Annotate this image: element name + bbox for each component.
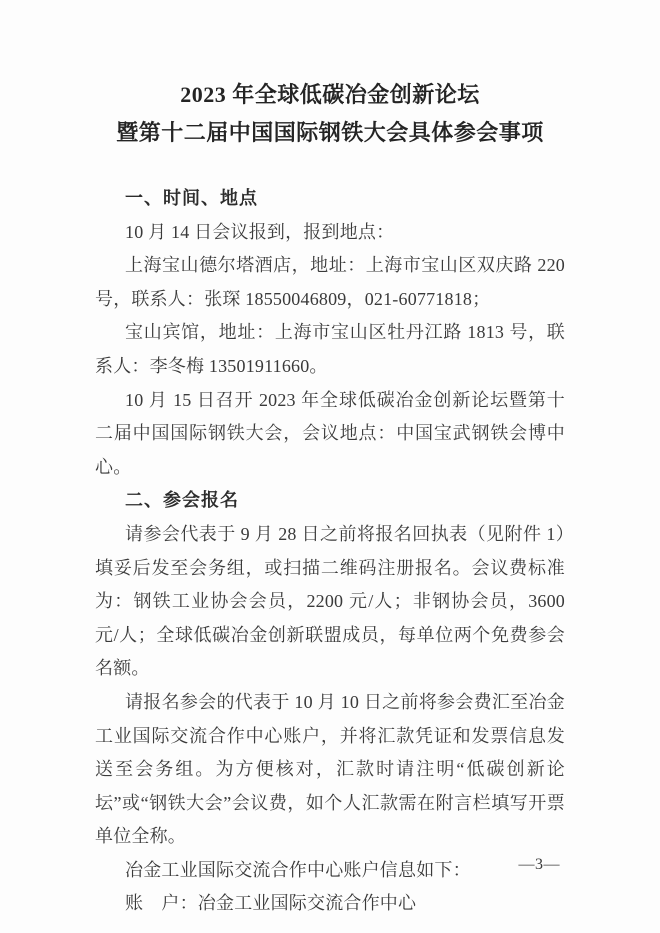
page-number: —3— [518, 856, 560, 873]
section-1-heading: 一、时间、地点 [125, 188, 258, 208]
section-2-paragraph-3: 冶金工业国际交流合作中心账户信息如下： [125, 859, 471, 880]
document-title [0, 0, 660, 152]
section-2-paragraph-2: 请报名参会的代表于 10 月 10 日之前将参会费汇至冶金工业国际交流合作中心账户，并将汇款凭证和发票信息发送至会务组。为方便核对，汇款时请注明“低碳创新论坛”或“钢铁大会”会议费，如个人汇款需在附言栏填写开票单位全称。 [95, 691, 565, 847]
section-2-paragraph-1: 请参会代表于 9 月 28 日之前将报名回执表（见附件 1）填妥后发至会务组，或扫描二维码注册报名。会议费标准为：钢铁工业协会会员，2200 元/人；非钢协会员，3600 元/人；全球低碳冶金创新联盟成员，每单位两个免费参会名额。 [95, 523, 565, 679]
section-1-paragraph-3: 宝山宾馆，地址：上海市宝山区牡丹江路 1813 号，联系人：李冬梅 13501911660。 [95, 322, 565, 376]
section-2-heading: 二、参会报名 [125, 490, 239, 511]
title-line-1: 2023 年全球低碳冶金创新论坛 [180, 82, 480, 107]
section-1-paragraph-4: 10 月 15 日召开 2023 年全球低碳冶金创新论坛暨第十二届中国国际钢铁大会，会议地点：中国宝武钢铁会博中心。 [95, 389, 565, 477]
title-line-2: 暨第十二届中国国际钢铁大会具体参会事项 [116, 120, 544, 145]
section-1-paragraph-2: 上海宝山德尔塔酒店，地址：上海市宝山区双庆路 220 号，联系人：张琛 18550046809，021-60771818； [95, 255, 565, 309]
section-1-paragraph-1: 10 月 14 日会议报到，报到地点： [125, 221, 395, 242]
document-body [95, 182, 565, 921]
section-2-paragraph-4: 账 户：冶金工业国际交流合作中心 [125, 893, 417, 914]
